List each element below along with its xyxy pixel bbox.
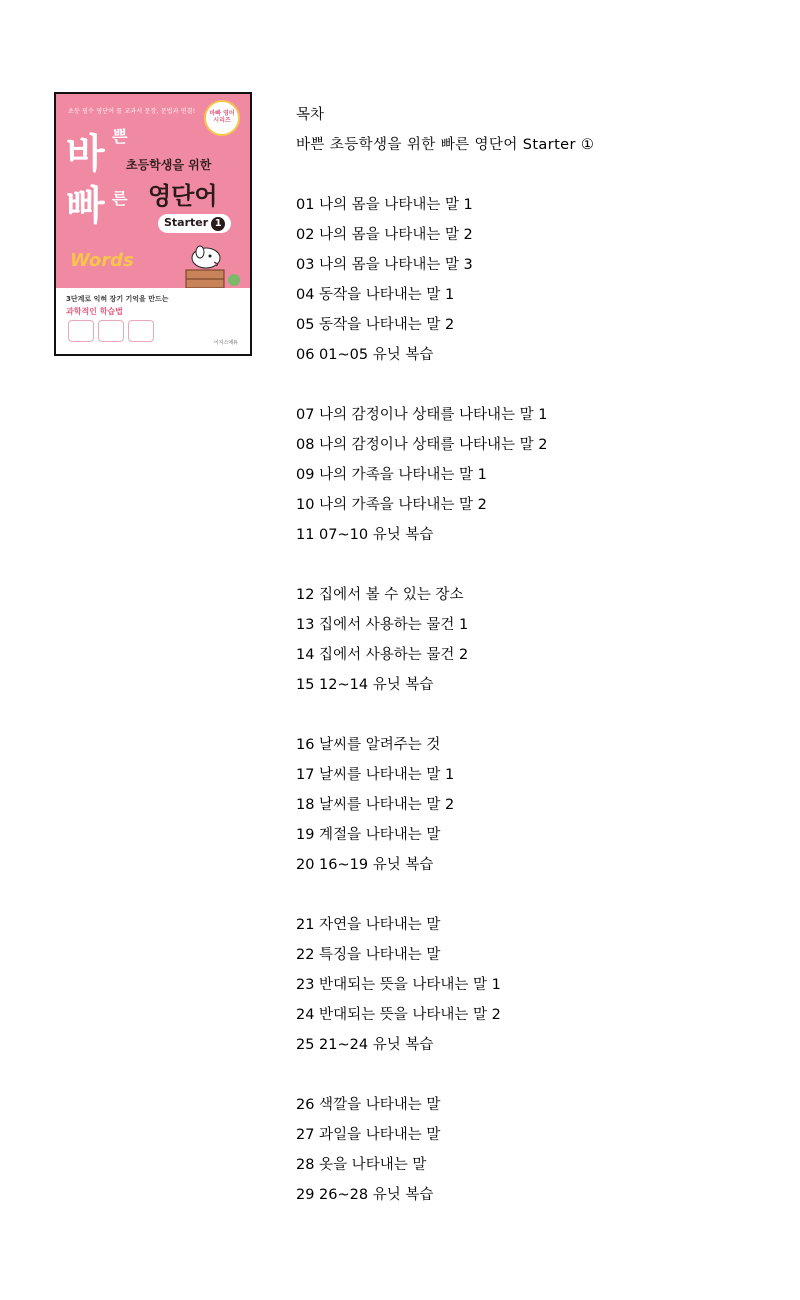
toc-group-5 [296,910,594,1060]
toc-spacer [296,550,594,580]
toc-item: 27 과일을 나타내는 말 [296,1127,441,1143]
toc-item: 02 나의 몸을 나타내는 말 2 [296,227,473,243]
cover-series-badge: 바빠 영어 시리즈 [204,100,240,136]
toc-item: 16 날씨를 알려주는 것 [296,737,441,753]
cover-top-tagline: 초등 필수 영단어 를 교과서 문장, 문법과 연결! [68,108,196,115]
cover-char-ba: 바 [66,131,105,177]
toc-item: 22 특징을 나타내는 말 [296,947,441,963]
toc-item: 19 계절을 나타내는 말 [296,827,441,843]
cover-char-reun: 른 [112,189,128,208]
toc-item: 04 동작을 나타내는 말 1 [296,287,455,303]
toc-item: 29 26~28 유닛 복습 [296,1187,434,1203]
toc-item: 01 나의 몸을 나타내는 말 1 [296,197,473,213]
cover-method-title: 과학적인 학습법 [66,307,123,316]
toc-item: 12 집에서 볼 수 있는 장소 [296,587,464,603]
toc-item: 25 21~24 유닛 복습 [296,1037,434,1053]
table-of-contents [296,100,594,1210]
toc-group-1 [296,190,594,370]
toc-item: 17 날씨를 나타내는 말 1 [296,767,455,783]
toc-group-6 [296,1090,594,1210]
toc-spacer [296,370,594,400]
toc-group-4 [296,730,594,880]
toc-group-2 [296,400,594,550]
toc-group-3 [296,580,594,700]
toc-item: 18 날씨를 나타내는 말 2 [296,797,455,813]
toc-item: 09 나의 가족을 나타내는 말 1 [296,467,487,483]
cover-starter-number: 1 [211,217,225,231]
toc-spacer [296,700,594,730]
toc-item: 23 반대되는 뜻을 나타내는 말 1 [296,977,501,993]
toc-item: 21 자연을 나타내는 말 [296,917,441,933]
toc-spacer [296,160,594,190]
cover-words-logo: Words [70,250,134,271]
toc-item: 20 16~19 유닛 복습 [296,857,434,873]
toc-spacer [296,1060,594,1090]
cover-publisher: 이지스에듀 [213,340,238,346]
toc-item: 26 색깔을 나타내는 말 [296,1097,441,1113]
toc-item: 14 집에서 사용하는 물건 2 [296,647,469,663]
cover-step-box [128,320,154,342]
cover-step-box [98,320,124,342]
cover-char-ppa: 빠 [66,183,105,229]
toc-item: 13 집에서 사용하는 물건 1 [296,617,469,633]
toc-item: 03 나의 몸을 나타내는 말 3 [296,257,473,273]
cartoon-dog-illustration [176,244,246,290]
cover-main-title: 영단어 [148,182,218,210]
toc-item: 08 나의 감정이나 상태를 나타내는 말 2 [296,437,548,453]
toc-item: 10 나의 가족을 나타내는 말 2 [296,497,487,513]
cover-subtitle: 초등학생을 위한 [126,158,212,172]
cover-lower-panel [56,288,250,354]
cover-method-tagline: 3단계로 익혀 장기 기억을 만드는 [66,295,169,303]
toc-item: 28 옷을 나타내는 말 [296,1157,427,1173]
cover-starter-label [158,214,231,233]
cover-starter-text: Starter [164,216,209,229]
cover-step-box [68,320,94,342]
cover-char-beun: 쁜 [112,127,128,146]
toc-item: 05 동작을 나타내는 말 2 [296,317,455,333]
toc-item: 06 01~05 유닛 복습 [296,347,434,363]
toc-item: 11 07~10 유닛 복습 [296,527,434,543]
toc-heading: 목차 [296,107,325,123]
toc-item: 24 반대되는 뜻을 나타내는 말 2 [296,1007,501,1023]
book-cover-image [54,92,252,356]
toc-book-title: 바쁜 초등학생을 위한 빠른 영단어 Starter ① [296,137,595,153]
toc-item: 07 나의 감정이나 상태를 나타내는 말 1 [296,407,548,423]
toc-item: 15 12~14 유닛 복습 [296,677,434,693]
toc-spacer [296,880,594,910]
